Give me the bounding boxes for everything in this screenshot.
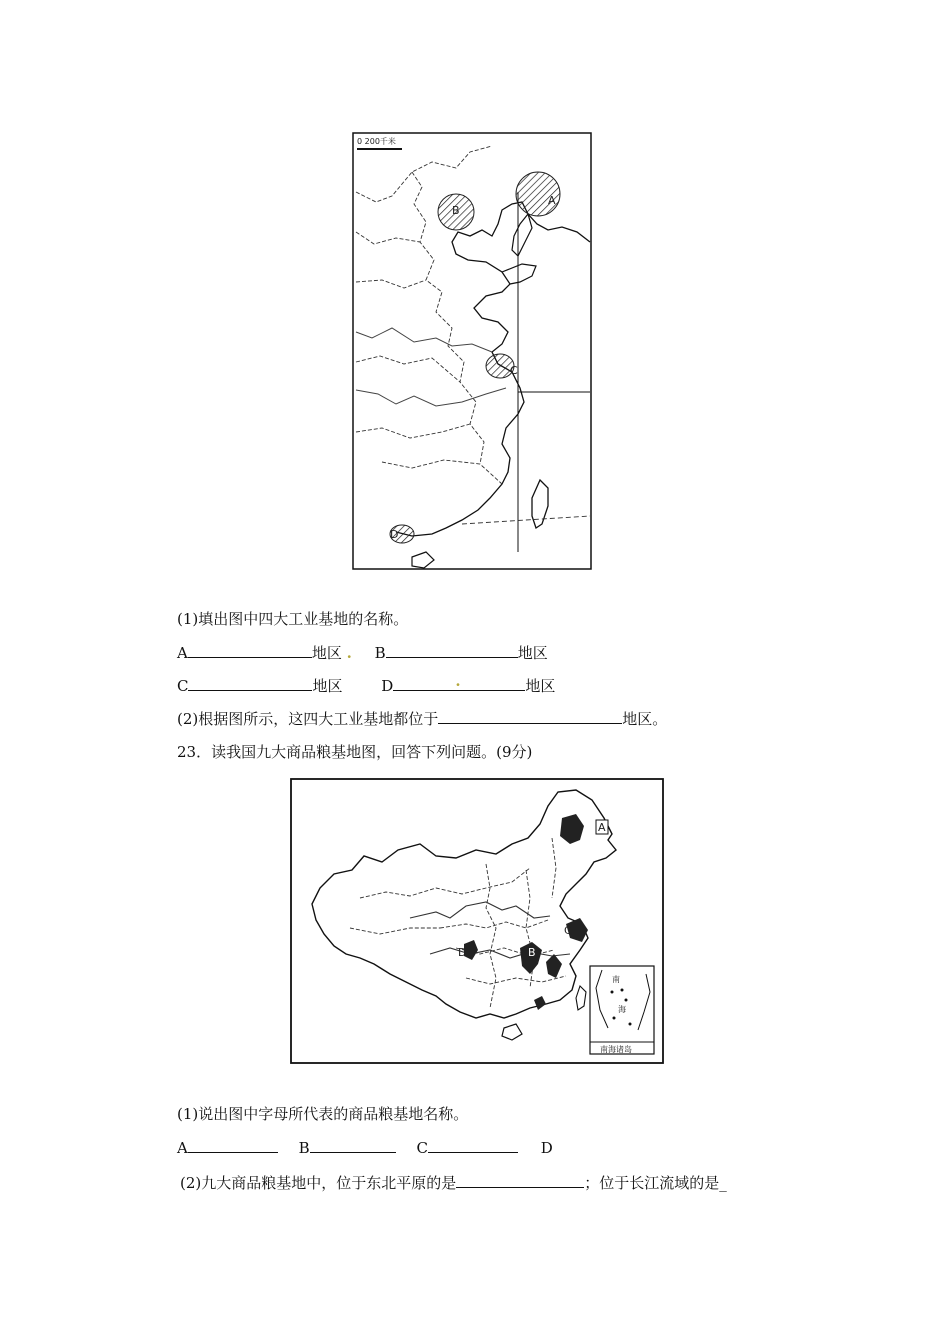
q22-sub2-pre: (2)根据图所示，这四大工业基地都位于 [177, 710, 439, 728]
q22-row-cd [177, 672, 556, 696]
map2-inset-island-2 [621, 989, 624, 992]
map2-inset-char2: 海 [618, 1005, 626, 1014]
q22-d-letter: D [381, 677, 394, 695]
grain-base-map-svg [290, 778, 664, 1064]
map2-label-a: A [598, 821, 606, 834]
q22-a-letter: A [177, 644, 188, 662]
map1-scale-text: 0 200千米 [357, 137, 396, 146]
q22-b-blank[interactable] [386, 642, 518, 658]
q22-dot-1: . [346, 644, 352, 662]
q23-sub1: (1)说出图中字母所代表的商品粮基地名称。 [177, 1105, 469, 1123]
q23-a-letter: A [177, 1139, 188, 1157]
q22-d-blank[interactable] [393, 672, 525, 691]
q22-dot-2: . [455, 672, 461, 690]
map2-inset-char1: 南 [612, 975, 620, 984]
industrial-base-map-svg [352, 132, 592, 570]
map2-inset-island-5 [629, 1023, 632, 1026]
q22-d-region: 地区 [525, 677, 556, 695]
q22-c-region: 地区 [312, 677, 343, 695]
q23-d-letter: D [540, 1139, 553, 1157]
q22-sub2 [177, 708, 667, 729]
map2-inset-island-1 [611, 991, 614, 994]
q23-c-letter: C [416, 1139, 428, 1157]
q23-sub2-pre: (2)九大商品粮基地中，位于东北平原的是 [180, 1174, 457, 1192]
q23-sub2-mid: ；位于长江流域的是 [584, 1174, 720, 1192]
q22-sub2-blank[interactable] [438, 708, 622, 724]
q22-row-ab [177, 642, 548, 663]
map1-label-c: C [510, 364, 518, 377]
q22-sub2-post: 地区。 [622, 710, 668, 728]
map2-inset-title: 南海诸岛 [600, 1045, 632, 1054]
map2-inset-island-3 [625, 999, 628, 1002]
q22-sub1: (1)填出图中四大工业基地的名称。 [177, 610, 409, 628]
q22-c-letter: C [177, 677, 189, 695]
q23-b-blank[interactable] [310, 1137, 396, 1153]
q22-a-region: 地区 [311, 644, 342, 662]
grain-base-map [290, 778, 664, 1064]
map2-label-d: D [458, 946, 467, 959]
q23-sub2-blank-1[interactable] [456, 1172, 584, 1188]
map2-label-b: B [528, 946, 536, 959]
map2-inset-island-4 [613, 1017, 616, 1020]
map1-label-b: B [452, 204, 460, 217]
map1-label-d: D [390, 528, 399, 541]
q22-a-blank[interactable] [188, 642, 312, 658]
q23-c-blank[interactable] [428, 1137, 518, 1153]
q22-b-letter: B [374, 644, 386, 662]
q23-sub2 [180, 1172, 727, 1193]
q23-b-letter: B [298, 1139, 310, 1157]
q23-row-abcd [177, 1137, 553, 1158]
q22-b-region: 地区 [517, 644, 548, 662]
industrial-base-map [352, 132, 592, 570]
q23-sub2-tail: _ [719, 1174, 727, 1192]
map1-label-a: A [548, 194, 556, 207]
q23-title: 23．读我国九大商品粮基地图，回答下列问题。(9分) [177, 743, 533, 761]
map2-label-c: C [564, 924, 572, 937]
q23-a-blank[interactable] [188, 1137, 278, 1153]
q22-c-blank[interactable] [188, 675, 312, 691]
